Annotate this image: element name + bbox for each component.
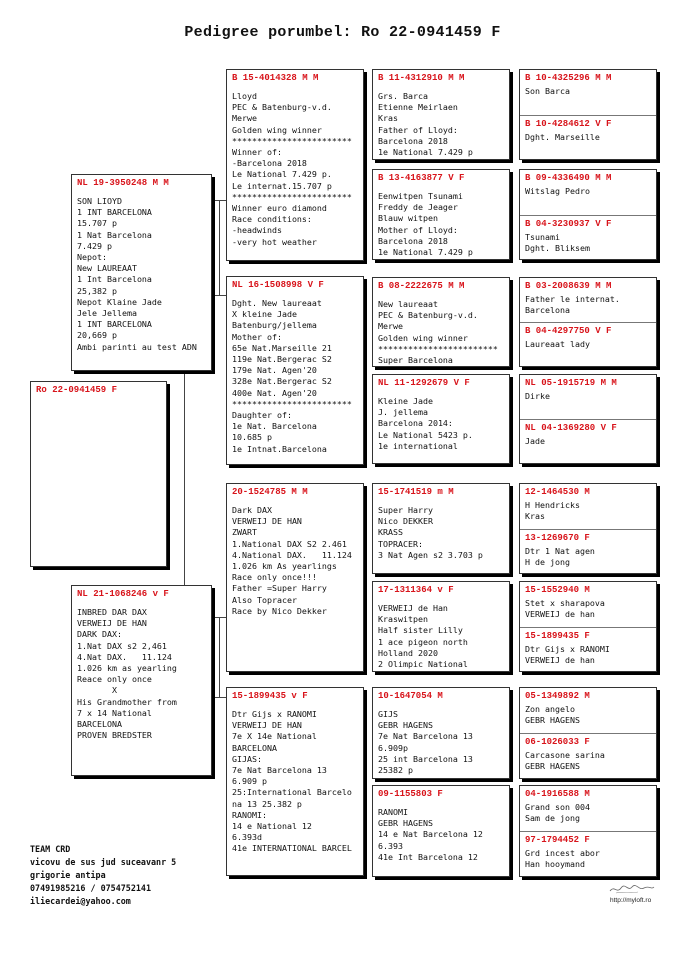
site-url[interactable]: http://myloft.ro bbox=[610, 897, 652, 904]
detail-line: 6.909p bbox=[378, 742, 408, 753]
ring-number: 06-1026033 F bbox=[525, 737, 590, 747]
card-gen4-pair-7[interactable] bbox=[519, 687, 657, 779]
card-subject[interactable] bbox=[30, 381, 167, 567]
detail-line: X bbox=[77, 685, 117, 696]
detail-line: Grd incest abor bbox=[525, 848, 600, 858]
detail-line: Golden wing winner bbox=[232, 124, 322, 135]
detail-line: TOPRACER: bbox=[378, 538, 423, 549]
detail-line: Dtr Gijs x RANOMI bbox=[525, 643, 610, 654]
detail-line: 4.National DAX. 11.124 bbox=[232, 549, 352, 560]
detail-line: New LAUREAAT bbox=[77, 263, 137, 274]
detail-line: Dght. New laureaat bbox=[232, 298, 322, 308]
phone-line[interactable]: 07491985216 / 0754752141 bbox=[30, 883, 152, 893]
detail-line: 1e National 7.429 p bbox=[378, 147, 473, 158]
ring-number: NL 19-3950248 M M bbox=[77, 178, 169, 188]
detail-line: 7e Nat Barcelona 13 bbox=[232, 765, 327, 776]
detail-line: RANOMI: bbox=[232, 809, 267, 820]
detail-line: -Barcelona 2018 bbox=[232, 158, 307, 169]
detail-line: 15.707 p bbox=[77, 218, 117, 229]
detail-line: Merwe bbox=[232, 113, 257, 124]
detail-line: Father of Lloyd: bbox=[378, 124, 458, 135]
pair-bottom-section bbox=[520, 115, 656, 160]
detail-line: Barcelona 2018 bbox=[378, 135, 448, 146]
detail-line: Dark DAX bbox=[232, 505, 272, 515]
detail-line: Nepot Klaine Jade bbox=[77, 296, 162, 307]
card-dam-sire[interactable] bbox=[226, 483, 364, 672]
card-ss-sire[interactable] bbox=[372, 69, 510, 160]
detail-line: ************************ bbox=[232, 191, 352, 202]
card-ds-sire[interactable] bbox=[372, 483, 510, 574]
detail-line: ZWART bbox=[232, 527, 257, 538]
card-gen4-pair-2[interactable] bbox=[519, 169, 657, 260]
detail-line: 7 x 14 National bbox=[77, 707, 152, 718]
ring-number: 17-1311364 v F bbox=[378, 585, 454, 595]
detail-line: Witslag Pedro bbox=[525, 186, 590, 196]
detail-line: BARCELONA bbox=[77, 719, 122, 730]
detail-line: H de jong bbox=[525, 556, 570, 567]
ring-number: B 10-4325296 M M bbox=[525, 73, 612, 83]
detail-line: 25,382 p bbox=[77, 285, 117, 296]
ring-number: NL 05-1915719 M M bbox=[525, 378, 617, 388]
detail-line: VERWEIJ de Han bbox=[378, 603, 448, 613]
pair-top-section bbox=[520, 786, 656, 831]
detail-line: Dght. Bliksem bbox=[525, 242, 590, 253]
detail-line: 25 int Barcelona 13 bbox=[378, 753, 473, 764]
detail-line: Kras bbox=[525, 511, 545, 522]
pair-top-section bbox=[520, 375, 656, 419]
card-dam-dam[interactable] bbox=[226, 687, 364, 876]
detail-line: Jele Jellema bbox=[77, 308, 137, 319]
ring-number: 15-1899435 v F bbox=[232, 691, 308, 701]
connector-line bbox=[219, 617, 220, 697]
detail-line: 1e Intnat.Barcelona bbox=[232, 443, 327, 454]
detail-line: VERWEIJ DE HAN bbox=[232, 516, 302, 527]
detail-line: 1e Nat. Barcelona bbox=[232, 421, 317, 432]
card-sd-sire[interactable] bbox=[372, 277, 510, 367]
card-gen4-pair-1[interactable] bbox=[519, 69, 657, 160]
detail-line: Holland 2020 bbox=[378, 647, 438, 658]
detail-line: Tsunami bbox=[525, 231, 560, 242]
detail-line: 20,669 p bbox=[77, 330, 117, 341]
detail-line: 7e X 14e National bbox=[232, 731, 317, 742]
detail-line: 1.026 km As yearlings bbox=[232, 561, 337, 572]
detail-line: GEBR HAGENS bbox=[378, 818, 433, 829]
card-dd-dam[interactable] bbox=[372, 785, 510, 877]
signature-logo bbox=[608, 882, 656, 896]
detail-line: J. jellema bbox=[378, 407, 428, 418]
detail-line: ************************ bbox=[232, 398, 352, 409]
detail-line: 179e Nat. Agen'20 bbox=[232, 365, 317, 376]
detail-line: PROVEN BREDSTER bbox=[77, 730, 152, 741]
detail-line: Kleine Jade bbox=[378, 396, 433, 406]
detail-line: Laureaat lady bbox=[525, 339, 590, 349]
detail-line: Dirke bbox=[525, 391, 550, 401]
pair-bottom-section bbox=[520, 322, 656, 366]
ring-number: 05-1349892 M bbox=[525, 691, 590, 701]
detail-line: 119e Nat.Bergerac S2 bbox=[232, 354, 332, 365]
email-line[interactable]: iliecardei@yahoo.com bbox=[30, 896, 131, 906]
detail-line: Blauw witpen bbox=[378, 213, 438, 224]
detail-line: 1 Int Barcelona bbox=[77, 274, 152, 285]
detail-line: 1e National 7.429 p bbox=[378, 247, 473, 258]
detail-line: VERWEIJ DE HAN bbox=[232, 720, 302, 731]
contact-block bbox=[30, 843, 176, 908]
ring-number: B 11-4312910 M M bbox=[378, 73, 465, 83]
detail-line: Carcasone sarina bbox=[525, 750, 605, 760]
detail-line: -very hot weather bbox=[232, 236, 317, 247]
detail-line: Han hooymand bbox=[525, 859, 585, 870]
detail-line: 6.393d bbox=[232, 832, 262, 843]
detail-line: Stet x sharapova bbox=[525, 598, 605, 608]
card-dd-sire[interactable] bbox=[372, 687, 510, 779]
detail-line: Super Harry bbox=[378, 505, 433, 515]
detail-line: Nepot: bbox=[77, 252, 107, 263]
detail-line: Father le internat. bbox=[525, 294, 620, 304]
ring-number: 12-1464530 M bbox=[525, 487, 590, 497]
card-dam[interactable] bbox=[71, 585, 212, 776]
detail-line: Zon angelo bbox=[525, 704, 575, 714]
pair-top-section bbox=[520, 582, 656, 627]
ring-number: 15-1741519 m M bbox=[378, 487, 454, 497]
detail-line: Nico DEKKER bbox=[378, 516, 433, 527]
detail-line: 4.Nat DAX. 11.124 bbox=[77, 651, 172, 662]
ring-number: B 04-3230937 V F bbox=[525, 218, 612, 229]
detail-line: Ambi parinti au test ADN bbox=[77, 341, 197, 352]
detail-line: Barcelona 2014: bbox=[378, 418, 453, 429]
detail-line: Half sister Lilly bbox=[378, 625, 463, 636]
detail-line: Grs. Barca bbox=[378, 91, 428, 101]
connector-line bbox=[212, 295, 226, 296]
ring-number: B 15-4014328 M M bbox=[232, 73, 319, 83]
pair-top-section bbox=[520, 278, 656, 322]
ring-number: 97-1794452 F bbox=[525, 835, 590, 845]
detail-line: Freddy de Jeager bbox=[378, 202, 458, 213]
detail-line: PEC & Batenburg-v.d. bbox=[232, 102, 332, 113]
detail-line: 14 e Nat Barcelona 12 bbox=[378, 829, 483, 840]
detail-line: Batenburg/jellema bbox=[232, 320, 317, 331]
detail-line: X kleine Jade bbox=[232, 309, 297, 320]
detail-line: Race only once!!! bbox=[232, 572, 317, 583]
detail-line: VERWEIJ de han bbox=[525, 609, 595, 620]
detail-line: 14 e National 12 bbox=[232, 821, 312, 832]
detail-line: 65e Nat.Marseille 21 bbox=[232, 342, 332, 353]
detail-line: Dtr Gijs x RANOMI bbox=[232, 709, 317, 719]
ring-number: NL 04-1369280 V F bbox=[525, 423, 617, 433]
detail-line: Super Barcelona bbox=[378, 355, 453, 366]
detail-line: His Grandmother from bbox=[77, 696, 177, 707]
detail-line: DARK DAX: bbox=[77, 629, 122, 640]
detail-line: na 13 25.382 p bbox=[232, 798, 302, 809]
detail-line: Le National 5423 p. bbox=[378, 429, 473, 440]
detail-line: Mother of Lloyd: bbox=[378, 224, 458, 235]
pair-bottom-section bbox=[520, 215, 656, 260]
detail-line: BARCELONA bbox=[232, 742, 277, 753]
detail-line: 1 INT BARCELONA bbox=[77, 207, 152, 218]
detail-line: INBRED DAR DAX bbox=[77, 607, 147, 617]
detail-line: Barcelona bbox=[525, 305, 570, 316]
ring-number: B 10-4284612 V F bbox=[525, 118, 612, 129]
detail-line: GEBR HAGENS bbox=[378, 720, 433, 731]
card-sire-sire[interactable] bbox=[226, 69, 364, 261]
detail-line: Sam de jong bbox=[525, 813, 580, 824]
ring-number: Ro 22-0941459 F bbox=[36, 385, 118, 395]
ring-number: 04-1916588 M bbox=[525, 789, 590, 799]
detail-line: ************************ bbox=[232, 135, 352, 146]
ring-number: 13-1269670 F bbox=[525, 532, 590, 543]
detail-line: 10.685 p bbox=[232, 432, 272, 443]
detail-line: 41e Int Barcelona 12 bbox=[378, 851, 478, 862]
card-gen4-pair-6[interactable] bbox=[519, 581, 657, 672]
detail-line: SON LIOYD bbox=[77, 196, 122, 206]
pair-bottom-section bbox=[520, 529, 656, 574]
card-gen4-pair-5[interactable] bbox=[519, 483, 657, 574]
detail-line: RANOMI bbox=[378, 807, 408, 817]
detail-line: New laureaat bbox=[378, 299, 438, 309]
ring-number: B 04-4297750 V F bbox=[525, 326, 612, 336]
detail-line: Race conditions: bbox=[232, 214, 312, 225]
pair-top-section bbox=[520, 688, 656, 733]
card-sire[interactable] bbox=[71, 174, 212, 371]
page-title: Pedigree porumbel: Ro 22-0941459 F bbox=[184, 24, 501, 41]
detail-line: Father =Super Harry bbox=[232, 583, 327, 594]
pair-bottom-section bbox=[520, 419, 656, 463]
detail-line: Dtr 1 Nat agen bbox=[525, 545, 595, 556]
detail-line: Reace only once bbox=[77, 674, 152, 685]
ring-number: B 09-4336490 M M bbox=[525, 173, 612, 183]
detail-line: 2 Olimpic National bbox=[378, 659, 468, 670]
card-sd-dam[interactable] bbox=[372, 374, 510, 464]
detail-line: KRASS bbox=[378, 527, 403, 538]
card-sire-dam[interactable] bbox=[226, 276, 364, 465]
detail-line: Race by Nico Dekker bbox=[232, 605, 327, 616]
detail-line: GEBR HAGENS bbox=[525, 761, 580, 772]
detail-line: 400e Nat. Agen'20 bbox=[232, 387, 317, 398]
detail-line: 1 Nat Barcelona bbox=[77, 229, 152, 240]
ring-number: 15-1552940 M bbox=[525, 585, 590, 595]
ring-number: 15-1899435 F bbox=[525, 630, 590, 641]
detail-line: 41e INTERNATIONAL BARCEL bbox=[232, 843, 352, 854]
detail-line: Winner of: bbox=[232, 147, 282, 158]
detail-line: Jade bbox=[525, 436, 545, 446]
ring-number: 20-1524785 M M bbox=[232, 487, 308, 497]
detail-line: 328e Nat.Bergerac S2 bbox=[232, 376, 332, 387]
ring-number: NL 21-1068246 v F bbox=[77, 589, 169, 599]
connector-line bbox=[219, 200, 220, 295]
pair-top-section bbox=[520, 484, 656, 529]
detail-line: GEBR HAGENS bbox=[525, 715, 580, 726]
detail-line: Le National 7.429 p. bbox=[232, 169, 332, 180]
detail-line: 1.Nat DAX s2 2,461 bbox=[77, 640, 167, 651]
detail-line: 1 ace pigeon north bbox=[378, 636, 468, 647]
detail-line: Le internat.15.707 p bbox=[232, 180, 332, 191]
ring-number: NL 16-1508998 V F bbox=[232, 280, 324, 290]
detail-line: GIJS bbox=[378, 709, 398, 719]
detail-line: Mother of: bbox=[232, 331, 282, 342]
ring-number: 10-1647054 M bbox=[378, 691, 443, 701]
detail-line: Dght. Marseille bbox=[525, 131, 600, 142]
street-line: grigorie antipa bbox=[30, 870, 106, 880]
detail-line: 6.909 p bbox=[232, 776, 267, 787]
detail-line: 1e international bbox=[378, 440, 458, 451]
detail-line: -headwinds bbox=[232, 225, 282, 236]
ring-number: 09-1155803 F bbox=[378, 789, 443, 799]
detail-line: 1.026 km as yearling bbox=[77, 663, 177, 674]
detail-line: Also Topracer bbox=[232, 594, 297, 605]
ring-number: NL 11-1292679 V F bbox=[378, 378, 470, 388]
detail-line: 1 INT BARCELONA bbox=[77, 319, 152, 330]
detail-line: 7e Nat Barcelona 13 bbox=[378, 731, 473, 742]
pair-bottom-section bbox=[520, 831, 656, 876]
detail-line: 25382 p bbox=[378, 765, 413, 776]
detail-line: Kras bbox=[378, 113, 398, 124]
detail-line: Lloyd bbox=[232, 91, 257, 101]
detail-line: Eenwitpen Tsunami bbox=[378, 191, 463, 201]
detail-line: Winner euro diamond bbox=[232, 203, 327, 214]
card-gen4-pair-4[interactable] bbox=[519, 374, 657, 464]
card-gen4-pair-3[interactable] bbox=[519, 277, 657, 367]
pair-bottom-section bbox=[520, 627, 656, 672]
pair-bottom-section bbox=[520, 733, 656, 778]
card-gen4-pair-8[interactable] bbox=[519, 785, 657, 877]
detail-line: Son Barca bbox=[525, 86, 570, 96]
detail-line: 1.National DAX S2 2.461 bbox=[232, 538, 347, 549]
ring-number: B 08-2222675 M M bbox=[378, 281, 465, 291]
detail-line: Merwe bbox=[378, 321, 403, 332]
detail-line: Etienne Meirlaen bbox=[378, 102, 458, 113]
detail-line: Kraswitpen bbox=[378, 614, 428, 625]
detail-line: 25:International Barcelo bbox=[232, 787, 352, 798]
team-name: TEAM CRD bbox=[30, 844, 71, 854]
detail-line: H Hendricks bbox=[525, 500, 580, 510]
detail-line: 3 Nat Agen s2 3.703 p bbox=[378, 549, 483, 560]
detail-line: Golden wing winner bbox=[378, 332, 468, 343]
pair-top-section bbox=[520, 170, 656, 215]
detail-line: ************************ bbox=[378, 343, 498, 354]
ring-number: B 13-4163877 V F bbox=[378, 173, 465, 183]
card-ss-dam[interactable] bbox=[372, 169, 510, 260]
detail-line: Barcelona 2018 bbox=[378, 235, 448, 246]
pair-top-section bbox=[520, 70, 656, 115]
card-ds-dam[interactable] bbox=[372, 581, 510, 672]
detail-line: Grand son 004 bbox=[525, 802, 590, 812]
detail-line: VERWEIJ DE HAN bbox=[77, 618, 147, 629]
address-line: vicovu de sus jud suceavanr 5 bbox=[30, 857, 177, 867]
connector-line bbox=[212, 697, 226, 698]
ring-number: B 03-2008639 M M bbox=[525, 281, 612, 291]
detail-line: 7.429 p bbox=[77, 240, 112, 251]
detail-line: 6.393 bbox=[378, 840, 403, 851]
detail-line: VERWEIJ de han bbox=[525, 654, 595, 665]
detail-line: PEC & Batenburg-v.d. bbox=[378, 310, 478, 321]
detail-line: Daughter of: bbox=[232, 410, 292, 421]
detail-line: GIJAS: bbox=[232, 753, 262, 764]
